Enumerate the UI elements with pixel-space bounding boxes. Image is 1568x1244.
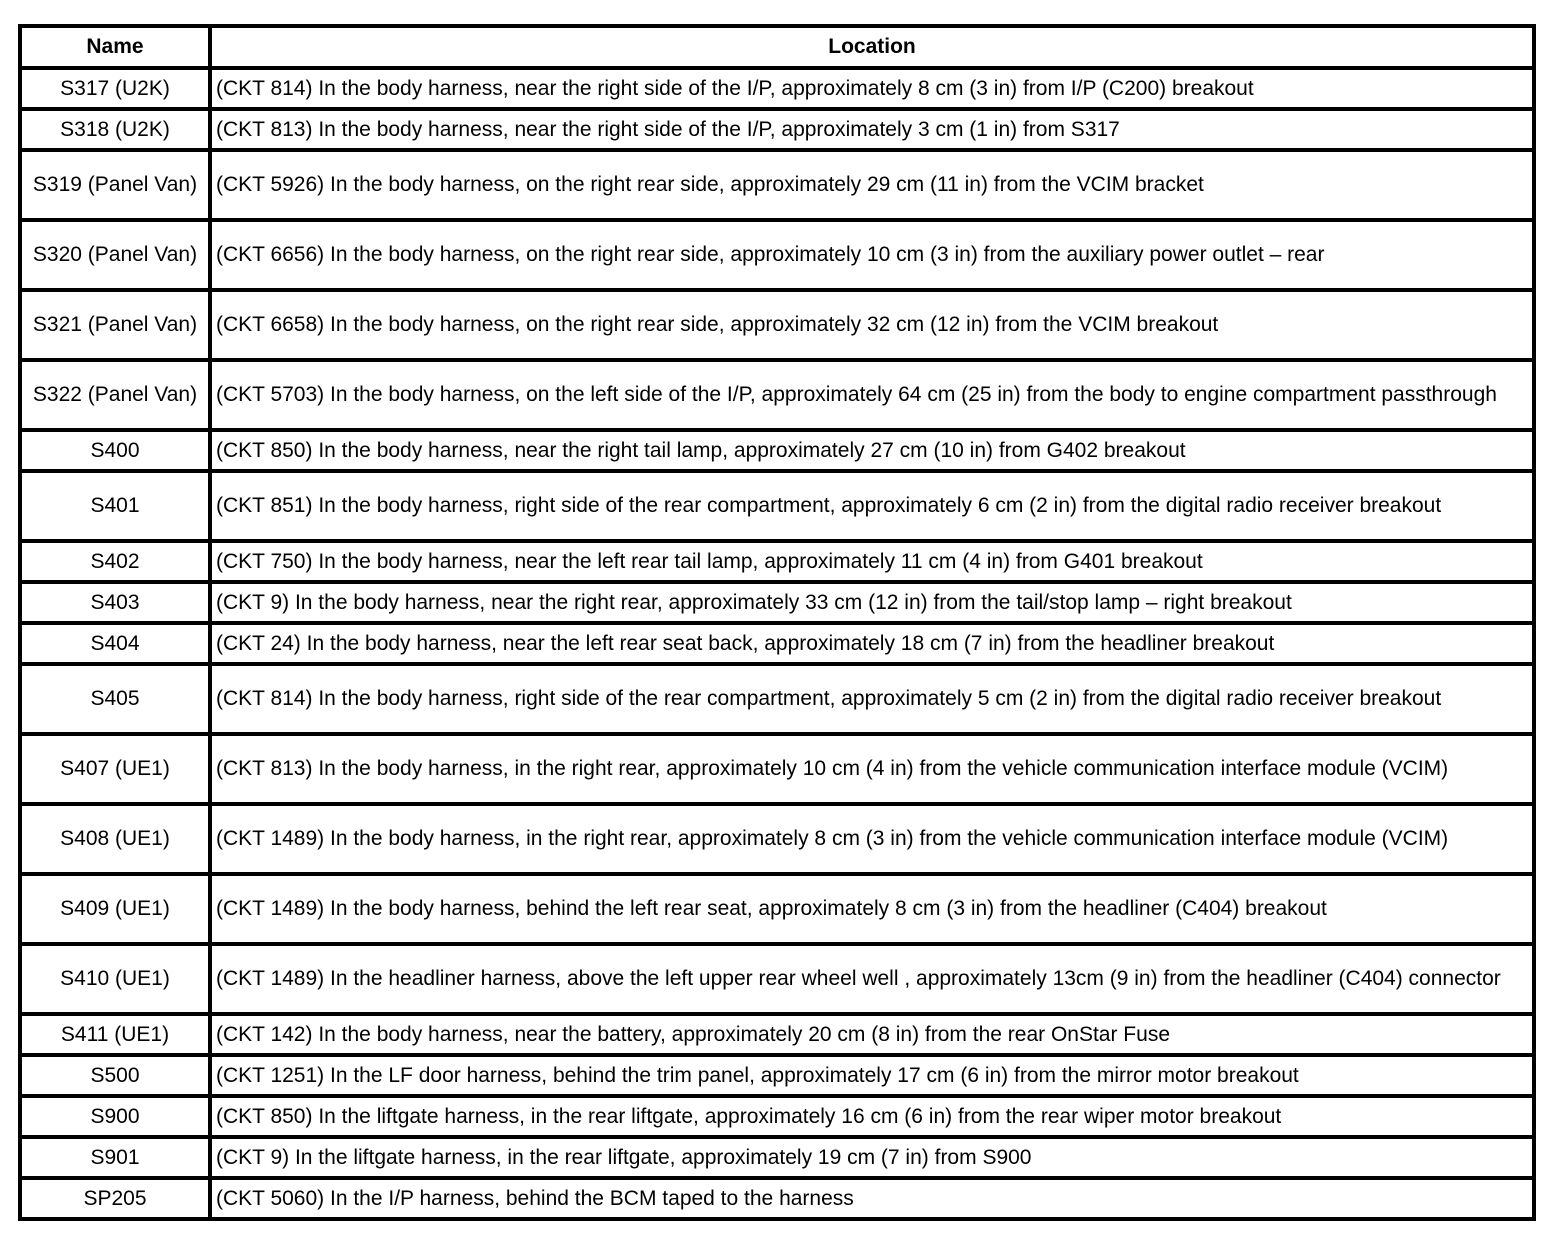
splice-location-cell: (CKT 1489) In the headliner harness, above the left upper rear wheel well , approximately 13cm (9 in) from the headliner (C404) connector (210, 944, 1534, 1014)
splice-name-cell: S402 (20, 541, 210, 582)
splice-name-cell: SP205 (20, 1178, 210, 1219)
table-row (20, 471, 1534, 541)
splice-location-cell: (CKT 6656) In the body harness, on the right rear side, approximately 10 cm (3 in) from the auxiliary power outlet – rear (210, 220, 1534, 290)
splice-location-cell: (CKT 1489) In the body harness, behind the left rear seat, approximately 8 cm (3 in) from the headliner (C404) breakout (210, 874, 1534, 944)
splice-name-cell: S410 (UE1) (20, 944, 210, 1014)
splice-location-cell: (CKT 9) In the liftgate harness, in the rear liftgate, approximately 19 cm (7 in) from S900 (210, 1137, 1534, 1178)
splice-name-cell: S322 (Panel Van) (20, 360, 210, 430)
table-row (20, 1137, 1534, 1178)
splice-location-cell: (CKT 5703) In the body harness, on the left side of the I/P, approximately 64 cm (25 in) from the body to engine compartment passthrough (210, 360, 1534, 430)
splice-name-cell: S901 (20, 1137, 210, 1178)
splice-name-cell: S320 (Panel Van) (20, 220, 210, 290)
splice-location-cell: (CKT 1251) In the LF door harness, behind the trim panel, approximately 17 cm (6 in) from the mirror motor breakout (210, 1055, 1534, 1096)
table-row (20, 150, 1534, 220)
splice-location-cell: (CKT 1489) In the body harness, in the right rear, approximately 8 cm (3 in) from the vehicle communication interface module (VCIM) (210, 804, 1534, 874)
table-row (20, 944, 1534, 1014)
table-row (20, 1096, 1534, 1137)
table-row (20, 290, 1534, 360)
splice-location-cell: (CKT 750) In the body harness, near the left rear tail lamp, approximately 11 cm (4 in) from G401 breakout (210, 541, 1534, 582)
table-row (20, 1055, 1534, 1096)
splice-location-cell: (CKT 5060) In the I/P harness, behind the BCM taped to the harness (210, 1178, 1534, 1219)
table-row (20, 874, 1534, 944)
column-header-name: Name (20, 26, 210, 68)
splice-location-cell: (CKT 850) In the liftgate harness, in the rear liftgate, approximately 16 cm (6 in) from the rear wiper motor breakout (210, 1096, 1534, 1137)
splice-name-cell: S319 (Panel Van) (20, 150, 210, 220)
splice-location-cell: (CKT 24) In the body harness, near the left rear seat back, approximately 18 cm (7 in) from the headliner breakout (210, 623, 1534, 664)
table-row (20, 804, 1534, 874)
splice-name-cell: S900 (20, 1096, 210, 1137)
table-row (20, 109, 1534, 150)
splice-name-cell: S404 (20, 623, 210, 664)
table-row (20, 68, 1534, 109)
splice-name-cell: S408 (UE1) (20, 804, 210, 874)
table-row (20, 1178, 1534, 1219)
table-row (20, 430, 1534, 471)
splice-name-cell: S400 (20, 430, 210, 471)
splice-name-cell: S407 (UE1) (20, 734, 210, 804)
splice-name-cell: S321 (Panel Van) (20, 290, 210, 360)
splice-name-cell: S317 (U2K) (20, 68, 210, 109)
splice-location-cell: (CKT 6658) In the body harness, on the right rear side, approximately 32 cm (12 in) from the VCIM breakout (210, 290, 1534, 360)
column-header-location: Location (210, 26, 1534, 68)
table-row (20, 360, 1534, 430)
splice-location-cell: (CKT 814) In the body harness, near the right side of the I/P, approximately 8 cm (3 in) from I/P (C200) breakout (210, 68, 1534, 109)
splice-name-cell: S405 (20, 664, 210, 734)
table-row (20, 541, 1534, 582)
splice-name-cell: S411 (UE1) (20, 1014, 210, 1055)
splice-name-cell: S500 (20, 1055, 210, 1096)
splice-name-cell: S403 (20, 582, 210, 623)
splice-location-cell: (CKT 851) In the body harness, right side of the rear compartment, approximately 6 cm (2 in) from the digital radio receiver breakout (210, 471, 1534, 541)
table-row (20, 623, 1534, 664)
splice-name-cell: S401 (20, 471, 210, 541)
table-row (20, 1014, 1534, 1055)
splice-location-table (18, 24, 1536, 1221)
splice-location-cell: (CKT 5926) In the body harness, on the right rear side, approximately 29 cm (11 in) from the VCIM bracket (210, 150, 1534, 220)
splice-location-cell: (CKT 813) In the body harness, near the right side of the I/P, approximately 3 cm (1 in) from S317 (210, 109, 1534, 150)
splice-name-cell: S318 (U2K) (20, 109, 210, 150)
splice-name-cell: S409 (UE1) (20, 874, 210, 944)
splice-location-cell: (CKT 813) In the body harness, in the right rear, approximately 10 cm (4 in) from the vehicle communication interface module (VCIM) (210, 734, 1534, 804)
splice-location-cell: (CKT 850) In the body harness, near the right tail lamp, approximately 27 cm (10 in) from G402 breakout (210, 430, 1534, 471)
splice-location-cell: (CKT 142) In the body harness, near the battery, approximately 20 cm (8 in) from the rear OnStar Fuse (210, 1014, 1534, 1055)
table-row (20, 734, 1534, 804)
table-row (20, 582, 1534, 623)
splice-location-cell: (CKT 814) In the body harness, right side of the rear compartment, approximately 5 cm (2 in) from the digital radio receiver breakout (210, 664, 1534, 734)
table-row (20, 664, 1534, 734)
splice-location-cell: (CKT 9) In the body harness, near the right rear, approximately 33 cm (12 in) from the tail/stop lamp – right breakout (210, 582, 1534, 623)
table-header-row (20, 26, 1534, 68)
table-row (20, 220, 1534, 290)
